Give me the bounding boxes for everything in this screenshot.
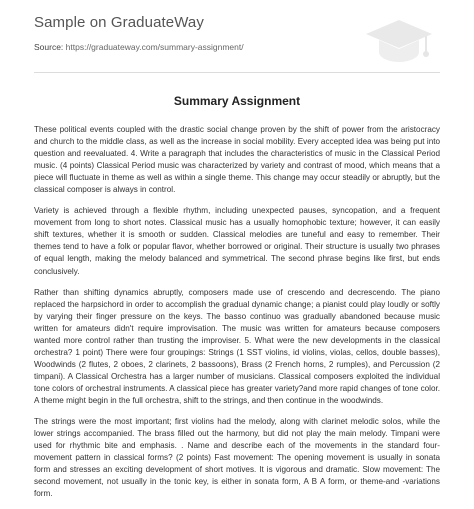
graduation-cap-icon — [362, 16, 436, 66]
paragraph: Variety is achieved through a flexible rhythm, including unexpected pauses, syncopation, and a frequent movement from long to short notes. Classical music has a usually homophobic texture; however, it can easily shift textures, whether it is smooth or sudden. Classical melodies are tuneful and easy to remember. Their themes tend to have a folk or popular flavor, whether borrowed or original. Their structure is usually two phrases of equal length, making the melody balanced and symmetrical. The second phrase begins like first, but ends conclusively. — [34, 206, 440, 276]
source-line — [34, 42, 244, 52]
paragraph: These political events coupled with the drastic social change proven by the shift of power from the aristocracy and church to the middle class, as well as the increase in social mobility. Every accepted idea was being put into question and reevaluated. 4. Write a paragraph that includes the characteristics of music in the Classical Period music. (4 points) Classical Period music was characterized by variety and contrast of mood, which means that a piece will fluctuate in theme as well as within a single theme. This change may occur steadily or abruptly, but the classical composer is always in control. — [34, 125, 440, 195]
page-header — [0, 0, 474, 72]
header-divider — [34, 72, 440, 73]
document-title: Summary Assignment — [173, 94, 301, 108]
paragraph: The strings were the most important; first violins had the melody, along with clarinet melodic solos, while the lower strings accompanied. The brass filled out the harmony, but did not play the main melody. Timpani were used for rhythmic bite and emphasis. . Name and describe each of the movements in the standard four-movement pattern in classical forms? (2 points) Fast movement: The opening movement is usually in sonata form and stresses an exciting development of short motives. It is vigorous and dramatic. Slow movement: The second movement, not usually in the tonic key, is either in sonata form, A B A form, or theme-and -variations form. — [34, 417, 440, 499]
source-link[interactable]: https://graduateway.com/summary-assignment/ — [65, 42, 244, 52]
document-body — [34, 124, 440, 509]
site-title[interactable]: Sample on GraduateWay — [34, 14, 204, 31]
source-label: Source: — [34, 42, 64, 52]
paragraph: Rather than shifting dynamics abruptly, composers made use of crescendo and decrescendo. The piano replaced the harpsichord in order to accomplish the gradual dynamic change; a pianist could play loudly or softly by varying their finger pressure on the keys. The basso continuo was gradually abandoned because music written for amateurs didn't require improvisation. The music was written for amateurs because composers wanted more control rather than trusting the improviser. 5. What were the new developments in the classical orchestra? 1 point) There were four groupings: Strings (1 SST violins, id violins, violas, cellos, double basses), Woodwinds (2 flutes, 2 oboes, 2 clarinets, 2 bassoons), Brass (2 French horns, 2 rumples), and Percussion (2 timpani). A Classical Orchestra has a larger number of musicians. Classical composers exploited the individual tone colors of orchestral instruments. A classical piece has greater variety?and more rapid changes of tone color. A theme might begin in the full orchestra, shift to the strings, and then continue in the woodwinds. — [34, 287, 440, 405]
